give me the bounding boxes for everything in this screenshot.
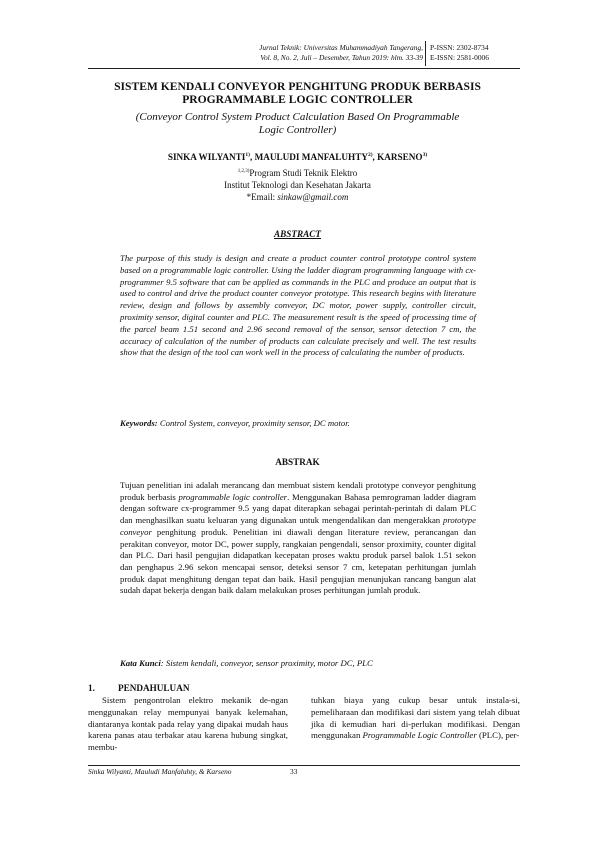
email-address: sinkaw@gmail.com [277,191,349,202]
abstrak-italic-1: programmable logic controller [178,491,288,502]
author-2: , MAULUDI MANFALUHTY [249,152,368,163]
subtitle-line-2: Logic Controller) [258,124,337,136]
keywords-value: Control System, conveyor, proximity sensor, DC motor. [157,418,350,428]
abstrak-part-3: penghitung produk. Penelitian ini diawali dengan literature review, perancangan dan perakitan conveyor, motor DC, power supply, rangkaian pengendali, sensor proximity, counter digital dan PLC. Dari hasil pengujian didapatkan kecepatan proses waktu produk parsel balok 1.51 sekon dan penghapus 2.96 sekon mencapai sensor, deteksi sensor 7 cm, ketepatan perhitungan jumlah produk dapat menghitung dengan tepat dan baik. Hasil pengujian menunjukan rancang bangun alat sudah dapat bekerja dengan baik dalam melakukan proses perhitungan jumlah produk. [120,526,476,596]
keywords-label: Keywords: [120,418,158,428]
kata-kunci [120,658,480,668]
journal-line-1: Jurnal Teknik: Universitas Muhammadiyah Tangerang, [259,43,423,52]
abstrak-heading: ABSTRAK [275,457,320,467]
header-divider [425,41,426,66]
affil-program: Program Studi Teknik Elektro [249,168,358,178]
author-2-sup: 2) [367,152,373,158]
abstract-text: The purpose of this study is design and create a product counter control prototype control system based on a programmable logic controller. Using the ladder diagram programming language with cx-programmer 9.5 software that can be applied as commands in the PLC and produce an output that is used to control and drive the product counter conveyor prototype. This research begins with literature review, design and follows by assembly conveyor, DC motor, power supply, controller circuit, proximity sensor, digital counter and PLC. The measurement result is the speed of processing time of the parcel beam 1.51 second and 2.96 second removal of the sensor, sensor detection 7 cm, the accuracy of calculation of the number of products can calculate precisely and well. The test results show that the design of the tool can work well in the process of calculating the number of products. [120,253,476,358]
abstrak-part-2: . Menggunakan Bahasa pemrograman ladder diagram dengan software cx-programmer 9.5 yang dapat diterapkan sebagai perintah-perintah di dalam PLC dan menghasilkan suatu keluaran yang digunakan untuk mengendalikan dan mengerakkan [120,491,476,526]
kata-kunci-label: Kata Kunci [120,658,161,668]
email-label: *Email: [246,191,278,202]
author-list [60,152,535,162]
section-title: PENDAHULUAN [118,683,190,693]
body-column-left: Sistem pengontrolan elektro mekanik de-ngan menggunakan relay mempunyai banyak kelemahan, diantaranya kontak pada relay yang dipakai mudah haus karena panas atau terbakar atau karena hubung singkat, membu- [88,695,288,753]
author-3: , KARSENO [372,152,423,163]
title-line-2: PROGRAMMABLE LOGIC CONTROLLER [182,93,413,106]
header-rule [88,68,520,69]
body-column-right [311,695,520,742]
section-number: 1. [88,683,95,693]
footer-rule [88,765,520,766]
abstrak-italic-2: prototype conveyor [120,515,476,537]
footer-authors: Sinka Wilyanti, Mauludi Manfaluhty, & Karseno [88,767,232,776]
issn-info [430,43,489,63]
right-text-2: (PLC), per- [476,730,520,741]
abstract-heading: ABSTRACT [274,229,321,239]
eissn: E-ISSN: 2581-0006 [430,53,489,62]
paper-subtitle [90,111,505,137]
abstrak-part-1: Tujuan penelitian ini adalah merancang dan membuat sistem kendali prototype conveyor penghitung produk berbasis [120,480,476,502]
subtitle-line-1: (Conveyor Control System Product Calculation Based On Programmable [135,111,460,123]
author-1: SINKA WILYANTI [167,152,246,163]
kata-kunci-value: : Sistem kendali, conveyor, sensor proximity, motor DC, PLC [160,658,373,668]
author-1-sup: 1) [245,152,250,158]
pissn: P-ISSN: 2302-8734 [430,43,489,52]
journal-info [163,43,423,63]
abstrak-text [120,480,476,597]
right-italic: Programmable Logic Controller [362,730,477,741]
journal-line-2: Vol. 8, No. 2, Juli – Desember, Tahun 2019: hlm. 33-39 [260,53,423,62]
page-number: 33 [290,767,298,776]
paper-title [60,80,535,106]
author-3-sup: 3) [422,152,428,158]
title-line-1: SISTEM KENDALI CONVEYOR PENGHITUNG PRODUK BERBASIS [114,80,481,93]
affiliation [60,166,535,203]
affil-institute: Institut Teknologi dan Kesehatan Jakarta [224,179,371,190]
affil-sup: 1,2,3) [237,169,250,174]
keywords [120,418,480,428]
right-text-1: tuhkan biaya yang cukup besar untuk instala-si, pemeliharaan dan modifikasi dari sistem yang telah dibuat jika di kemudian hari di-perlukan modifikasi. Dengan menggunakan [311,695,520,741]
